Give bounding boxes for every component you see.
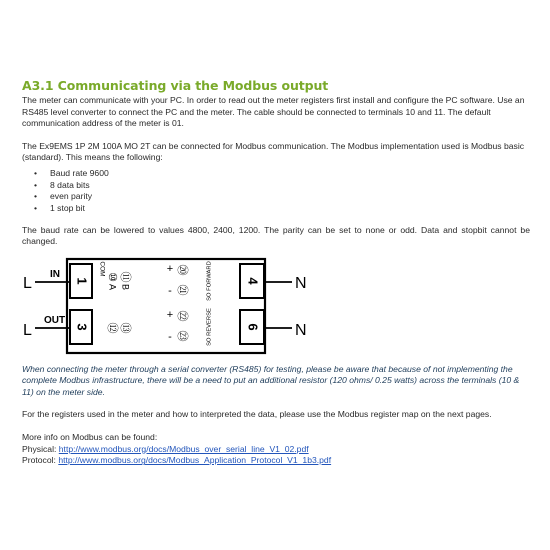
- label-a: A: [107, 283, 118, 290]
- physical-line: [22, 444, 530, 456]
- terminal-13: ⑬: [119, 322, 132, 334]
- out-label: OUT: [44, 314, 66, 326]
- more-info-heading: More info on Modbus can be found:: [22, 432, 158, 443]
- N-top-label: N: [295, 274, 307, 292]
- bullet-icon: •: [34, 191, 38, 202]
- settings-list: [22, 168, 530, 215]
- terminal-3-label: 3: [74, 323, 90, 331]
- list-item: • 8 data bits: [34, 179, 90, 190]
- terminal-12: ⑫: [106, 322, 119, 334]
- plus-reverse: +: [166, 308, 174, 321]
- label-com: COM: [98, 261, 106, 277]
- protocol-line: [22, 455, 530, 467]
- list-item: • Baud rate 9600: [34, 167, 109, 178]
- physical-link[interactable]: http://www.modbus.org/docs/Modbus_over_serial_line_V1_02.pdf: [58, 443, 309, 454]
- so-forward-label: SO FORWARD: [206, 261, 213, 301]
- terminal-20: ⑳: [176, 264, 189, 276]
- minus-forward: -: [168, 284, 172, 297]
- minus-reverse: -: [168, 330, 172, 343]
- terminal-11: ⑪: [119, 271, 132, 283]
- model-paragraph: The Ex9EMS 1P 2M 100A MO 2T can be connected for Modbus communication. The Modbus implementation used is Modbus basic (standard). This means the following:: [22, 140, 525, 163]
- bullet-icon: •: [34, 203, 38, 214]
- intro-paragraph: The meter can communicate with your PC. In order to read out the meter registers first install and configure the PC software. Use an RS485 level converter to connect the PC and the meter. The cable should be connected to terminals 10 and 11. The default communication address of the meter is 01.: [22, 95, 525, 129]
- bullet-icon: •: [34, 179, 38, 190]
- terminal-10: ⑩: [106, 272, 119, 282]
- N-bottom-label: N: [295, 321, 307, 339]
- label-b: B: [120, 283, 131, 290]
- physical-label: Physical:: [22, 443, 57, 454]
- L-out-label: L: [23, 321, 32, 339]
- so-reverse-label: SO REVERSE: [206, 308, 213, 346]
- section-heading: A3.1 Communicating via the Modbus output: [22, 78, 329, 93]
- L-in-label: L: [23, 274, 32, 292]
- in-label: IN: [50, 268, 60, 280]
- terminal-21: ㉑: [176, 284, 189, 296]
- wiring-svg: [22, 255, 530, 357]
- terminal-4-label: 4: [245, 277, 261, 285]
- resistor-note: When connecting the meter through a serial converter (RS485) for testing, please be aware that because of not implementing the complete Modbus infrastructure, there will be a need to put an additional resistor (120 ohms/ 0.25 watts) across the terminals (10 & 11) on the meter side.: [22, 363, 520, 397]
- protocol-link[interactable]: http://www.modbus.org/docs/Modbus_Application_Protocol_V1_1b3.pdf: [58, 455, 332, 466]
- document-page: [22, 78, 530, 467]
- terminal-22: ㉒: [176, 310, 189, 322]
- registers-paragraph: For the registers used in the meter and how to interpreted the data, please use the Modbus register map on the next pages.: [22, 409, 492, 420]
- terminal-6-label: 6: [245, 323, 261, 331]
- terminal-23: ㉓: [176, 330, 189, 342]
- list-item: • 1 stop bit: [34, 203, 85, 214]
- list-item: • even parity: [34, 191, 93, 202]
- baud-paragraph: The baud rate can be lowered to values 4800, 2400, 1200. The parity can be set to none or odd. Data and stopbit cannot be changed.: [22, 224, 530, 247]
- wiring-diagram: [22, 255, 530, 357]
- terminal-1-label: 1: [74, 277, 90, 285]
- bullet-icon: •: [34, 167, 38, 178]
- protocol-label: Protocol:: [22, 455, 56, 466]
- plus-forward: +: [166, 262, 174, 275]
